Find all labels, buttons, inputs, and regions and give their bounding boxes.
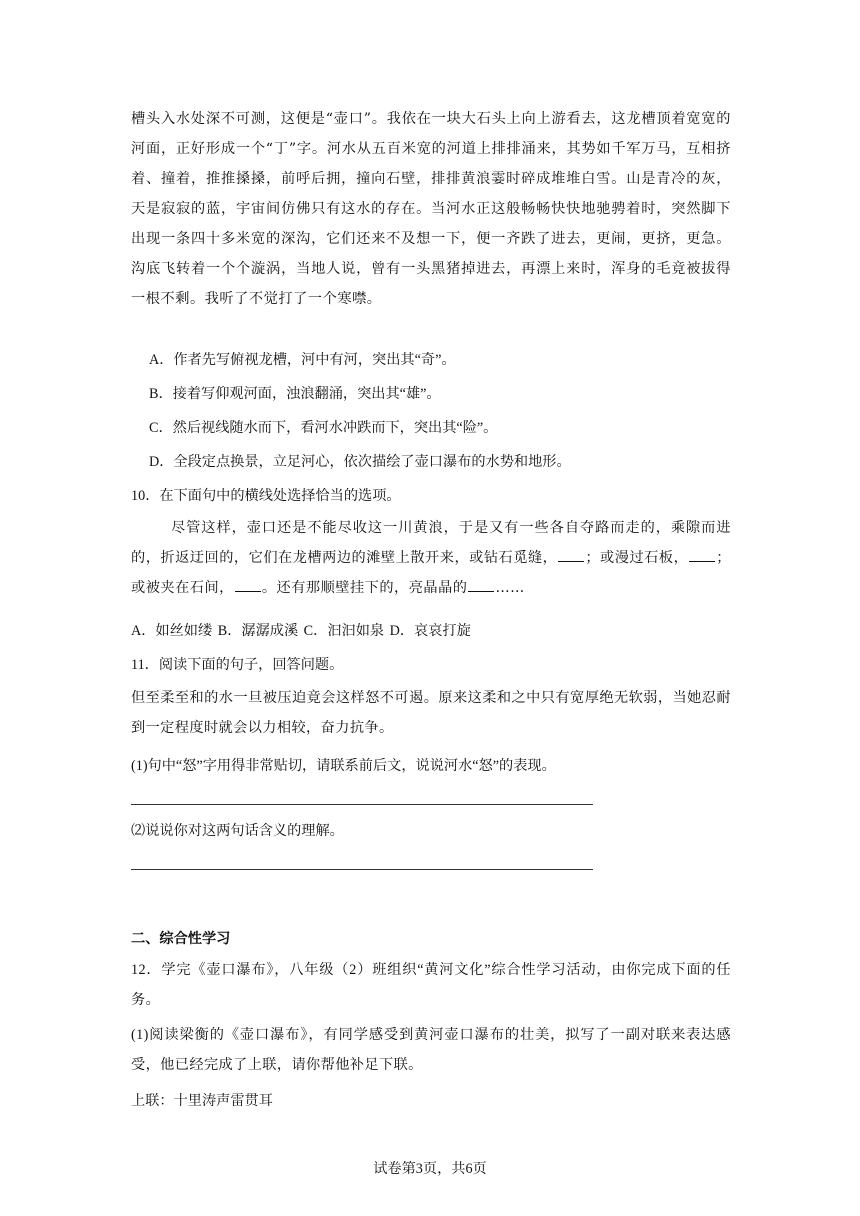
q11-sub1: (1)句中“怒”字用得非常贴切，请联系前后文，说说河水“怒”的表现。 xyxy=(131,758,556,774)
q10-sentence-part1: 尽管这样，壶口还是不能尽收这一川黄浪，于是又有一些各自夺路而走的，乘隙而进的，折返迂回的，它们在龙槽两边的滩壁上散开来，或钻石觅缝， xyxy=(131,520,731,566)
q12-stem: 12．学完《壶口瀑布》，八年级（2）班组织“黄河文化”综合性学习活动，由你完成下面的任务。 xyxy=(131,962,731,1008)
q10-sentence-part3: ；或被夹在石间， xyxy=(131,550,731,596)
q11-quote: 但至柔至和的水一旦被压迫竟会这样怒不可遏。原来这柔和之中只有宽厚绝无软弱，当她忍耐 到一定程度时就会以力相较，奋力抗争。 xyxy=(131,690,731,736)
section-title-comprehensive-study: 二、综合性学习 xyxy=(131,931,231,947)
q9-option-c: C．然后视线随水而下，看河水冲跌而下，突出其“险”。 xyxy=(149,420,498,436)
reading-passage: 槽头入水处深不可测，这便是“壶口”。我依在一块大石头上向上游看去，这龙槽顶着宽宽的河面，正好形成一个“丁”字。河水从五百米宽的河道上排排涌来，其势如千军万马，互相挤着、撞着，推推搡搡，前呼后拥，撞向石壁，排排黄浪霎时碎成堆堆白雪。山是青冷的灰，天是寂寂的蓝，宇宙间仿佛只有这水的存在。当河水正这般畅畅快快地驰骋着时，突然脚下出现一条四十多米宽的深沟，它们还来不及想一下，便一齐跌了进去，更闹，更挤，更急。沟底飞转着一个个漩涡，当地人说，曾有一头黑猪掉进去，再漂上来时，浑身的毛竟被拔得一根不剩。我听了不觉打了一个寒噤。 xyxy=(131,111,731,307)
page-number: 试卷第3页，共6页 xyxy=(373,1161,487,1177)
q10-blank-1[interactable] xyxy=(558,547,584,562)
q10-blank-3[interactable] xyxy=(235,577,261,592)
q10-options: A．如丝如缕 B．潺潺成溪 C．汩汩如泉 D．哀哀打旋 xyxy=(131,623,471,639)
couplet-first-line: 上联：十里涛声雷贯耳 xyxy=(131,1093,273,1109)
q10-sentence-part2: ；或漫过石板， xyxy=(585,550,689,566)
q9-option-b: B．接着写仰观河面，浊浪翻涌，突出其“雄”。 xyxy=(149,386,441,402)
q10-sentence xyxy=(131,513,731,603)
q9-option-a: A．作者先写俯视龙槽，河中有河，突出其“奇”。 xyxy=(149,352,456,368)
q10-sentence-part5: …… xyxy=(495,580,525,596)
q11-sub2-answer-line[interactable] xyxy=(131,869,593,870)
q9-option-d: D．全段定点换景，立足河心，依次描绘了壶口瀑布的水势和地形。 xyxy=(149,454,571,470)
q10-stem: 10．在下面句中的横线处选择恰当的选项。 xyxy=(131,488,401,504)
q11-sub2: ⑵说说你对这两句话含义的理解。 xyxy=(131,823,344,839)
q12-sub1: (1)阅读梁衡的《壶口瀑布》，有同学感受到黄河壶口瀑布的壮美，拟写了一副对联来表达感受，他已经完成了上联，请你帮他补足下联。 xyxy=(131,1027,731,1073)
q10-sentence-part4: 。还有那顺壁挂下的，亮晶晶的 xyxy=(261,580,468,596)
q10-blank-2[interactable] xyxy=(689,547,715,562)
q11-stem: 11．阅读下面的句子，回答问题。 xyxy=(131,657,344,673)
q11-sub1-answer-line[interactable] xyxy=(131,804,593,805)
q10-blank-4[interactable] xyxy=(468,577,494,592)
